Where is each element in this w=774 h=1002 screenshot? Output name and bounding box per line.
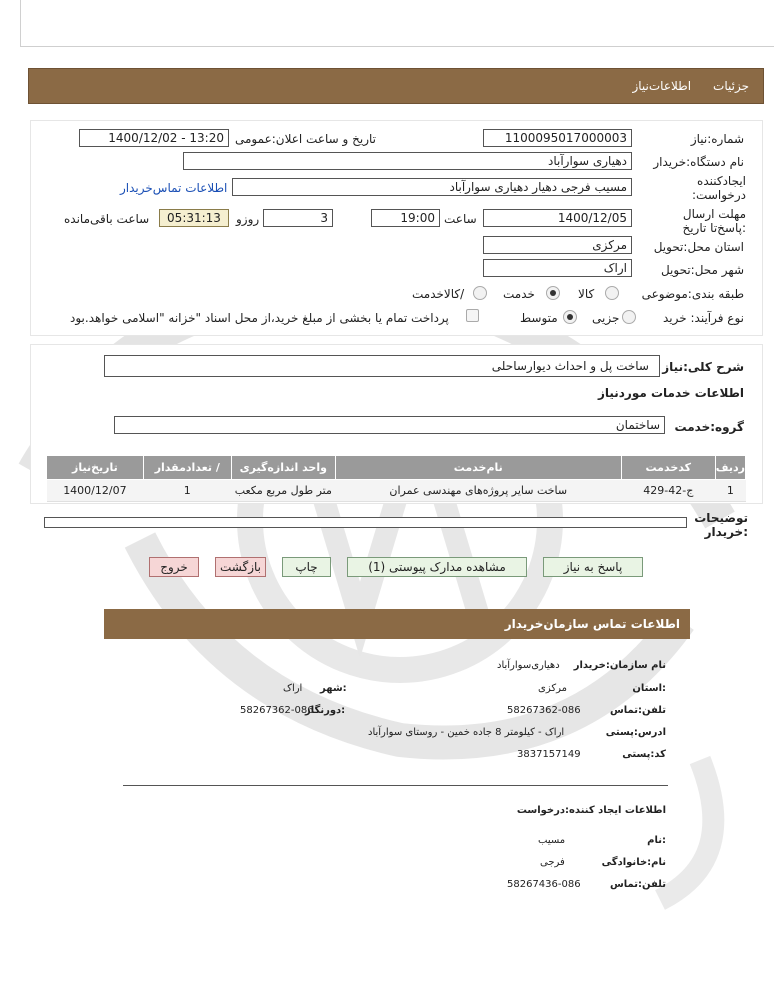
process-medium-radio[interactable] <box>563 310 577 324</box>
process-label: نوع فرآیند: خرید <box>663 311 744 325</box>
category-goods-label: کالا <box>578 287 595 301</box>
announce-field: 1400/12/02 - 13:20 <box>79 129 229 147</box>
city-info-label: :شهر <box>320 683 347 694</box>
details-header-bar <box>28 68 764 104</box>
phone-label: تلفن:تماس <box>609 705 666 716</box>
process-partial-label: جزیی <box>592 311 620 325</box>
org-value: دهیاری‌سوارآباد <box>497 660 560 671</box>
creator-family-value: فرجی <box>540 857 565 868</box>
tab-details[interactable]: جزئیات <box>713 79 749 93</box>
org-label: نام سازمان:خریدار <box>573 660 666 671</box>
buyer-field: دهیاری سوارآباد <box>183 152 632 170</box>
creator-name-label: :نام <box>647 835 666 846</box>
days-label: روزو <box>236 212 260 226</box>
cell-unit: متر طول مربع مکعب <box>231 480 335 502</box>
creator-field: مسیب فرجی دهیار دهیاری سوارآباد <box>232 178 632 196</box>
category-service-radio[interactable] <box>546 286 560 300</box>
creator-family-label: نام:خانوادگی <box>601 857 666 868</box>
top-divider <box>20 46 774 47</box>
deadline-date-field: 1400/12/05 <box>483 209 632 227</box>
category-goods-radio[interactable] <box>605 286 619 300</box>
category-both-label: /کالاخدمت <box>412 287 465 301</box>
cell-row: 1 <box>715 480 745 502</box>
notes-label: توضیحات :خریدار <box>694 511 748 539</box>
remaining-label: ساعت باقی‌مانده <box>64 212 150 226</box>
group-field: ساختمان <box>114 416 665 434</box>
address-value: اراک - کیلومتر 8 جاده خمین - روستای سوارآباد <box>368 727 565 738</box>
city-field: اراک <box>483 259 632 277</box>
city-label: شهر محل:تحویل <box>660 263 744 277</box>
treasury-note: پرداخت تمام یا بخشی از مبلغ خرید،از محل اسناد "خزانه "اسلامی خواهد.بود <box>70 311 449 325</box>
creator-name-value: مسیب <box>538 835 566 846</box>
need-number-label: شماره:نیاز <box>690 132 744 146</box>
province-label: استان محل:تحویل <box>653 240 744 254</box>
view-docs-button[interactable]: مشاهده مدارک پیوستی (1) <box>347 557 527 577</box>
creator-info-title: اطلاعات ایجاد کننده:درخواست <box>516 805 666 816</box>
category-service-label: خدمت <box>503 287 535 301</box>
postal-label: کد:پستی <box>622 749 666 760</box>
creator-label: ایجادکننده درخواست: <box>692 174 746 202</box>
deadline-label: مهلت ارسال :پاسخ‌تا تاریخ <box>682 207 746 235</box>
summary-label: شرح کلی:نیاز <box>662 360 744 374</box>
creator-phone-label: تلفن:تماس <box>609 879 666 890</box>
need-number-field: 1100095017000003 <box>483 129 632 147</box>
table-row <box>47 480 746 502</box>
fax-label: :دورنگار <box>305 705 346 716</box>
summary-field: ساخت پل و احداث دیوارساحلی <box>104 355 660 377</box>
items-table <box>46 455 746 502</box>
contact-header-bar: اطلاعات تماس سازمان‌خریدار <box>104 609 690 639</box>
prov-value: مرکزی <box>538 683 567 694</box>
col-code: کدخدمت <box>621 456 715 480</box>
process-medium-label: متوسط <box>520 311 558 325</box>
services-title: اطلاعات خدمات موردنیاز <box>597 386 744 400</box>
phone-value: 58267362-086 <box>507 705 581 716</box>
back-button[interactable]: بازگشت <box>215 557 266 577</box>
days-field: 3 <box>263 209 333 227</box>
col-name: نام‌خدمت <box>335 456 621 480</box>
process-partial-radio[interactable] <box>622 310 636 324</box>
city-info-value: اراک <box>283 683 303 694</box>
exit-button[interactable]: خروج <box>149 557 199 577</box>
col-unit: واحد اندازه‌گیری <box>231 456 335 480</box>
group-label: گروه:خدمت <box>674 420 744 434</box>
tab-need-info[interactable]: اطلاعات‌نیاز <box>632 79 692 93</box>
col-date: تاریخ‌نیاز <box>47 456 144 480</box>
cell-code: ج-42-429 <box>621 480 715 502</box>
buyer-label: نام دستگاه:خریدار <box>653 155 744 169</box>
address-label: ادرس:پستی <box>605 727 666 738</box>
deadline-time-field: 19:00 <box>371 209 440 227</box>
buyer-contact-link[interactable]: اطلاعات تماس‌خریدار <box>120 181 228 195</box>
page-edge-line <box>20 0 21 46</box>
treasury-checkbox[interactable] <box>466 309 479 322</box>
cell-date: 1400/12/07 <box>47 480 144 502</box>
cell-name: ساخت سایر پروژه‌های مهندسی عمران <box>335 480 621 502</box>
print-button[interactable]: چاپ <box>282 557 331 577</box>
prov-label: :استان <box>632 683 666 694</box>
cell-qty: 1 <box>143 480 231 502</box>
province-field: مرکزی <box>483 236 632 254</box>
notes-field <box>44 517 687 528</box>
postal-value: 3837157149 <box>517 749 581 760</box>
fax-value: 58267362-086 <box>240 705 314 716</box>
col-qty: / تعدادمقدار <box>143 456 231 480</box>
contact-divider <box>123 785 668 786</box>
category-both-radio[interactable] <box>473 286 487 300</box>
deadline-time-label: ساعت <box>444 212 477 226</box>
category-label: طبقه بندی:موضوعی <box>641 287 744 301</box>
creator-phone-value: 58267436-086 <box>507 879 581 890</box>
col-row: ردیف <box>715 456 745 480</box>
reply-button[interactable]: پاسخ به نیاز <box>543 557 643 577</box>
remaining-time-field: 05:31:13 <box>159 209 229 227</box>
announce-label: تاریخ و ساعت اعلان:عمومی <box>235 132 377 146</box>
